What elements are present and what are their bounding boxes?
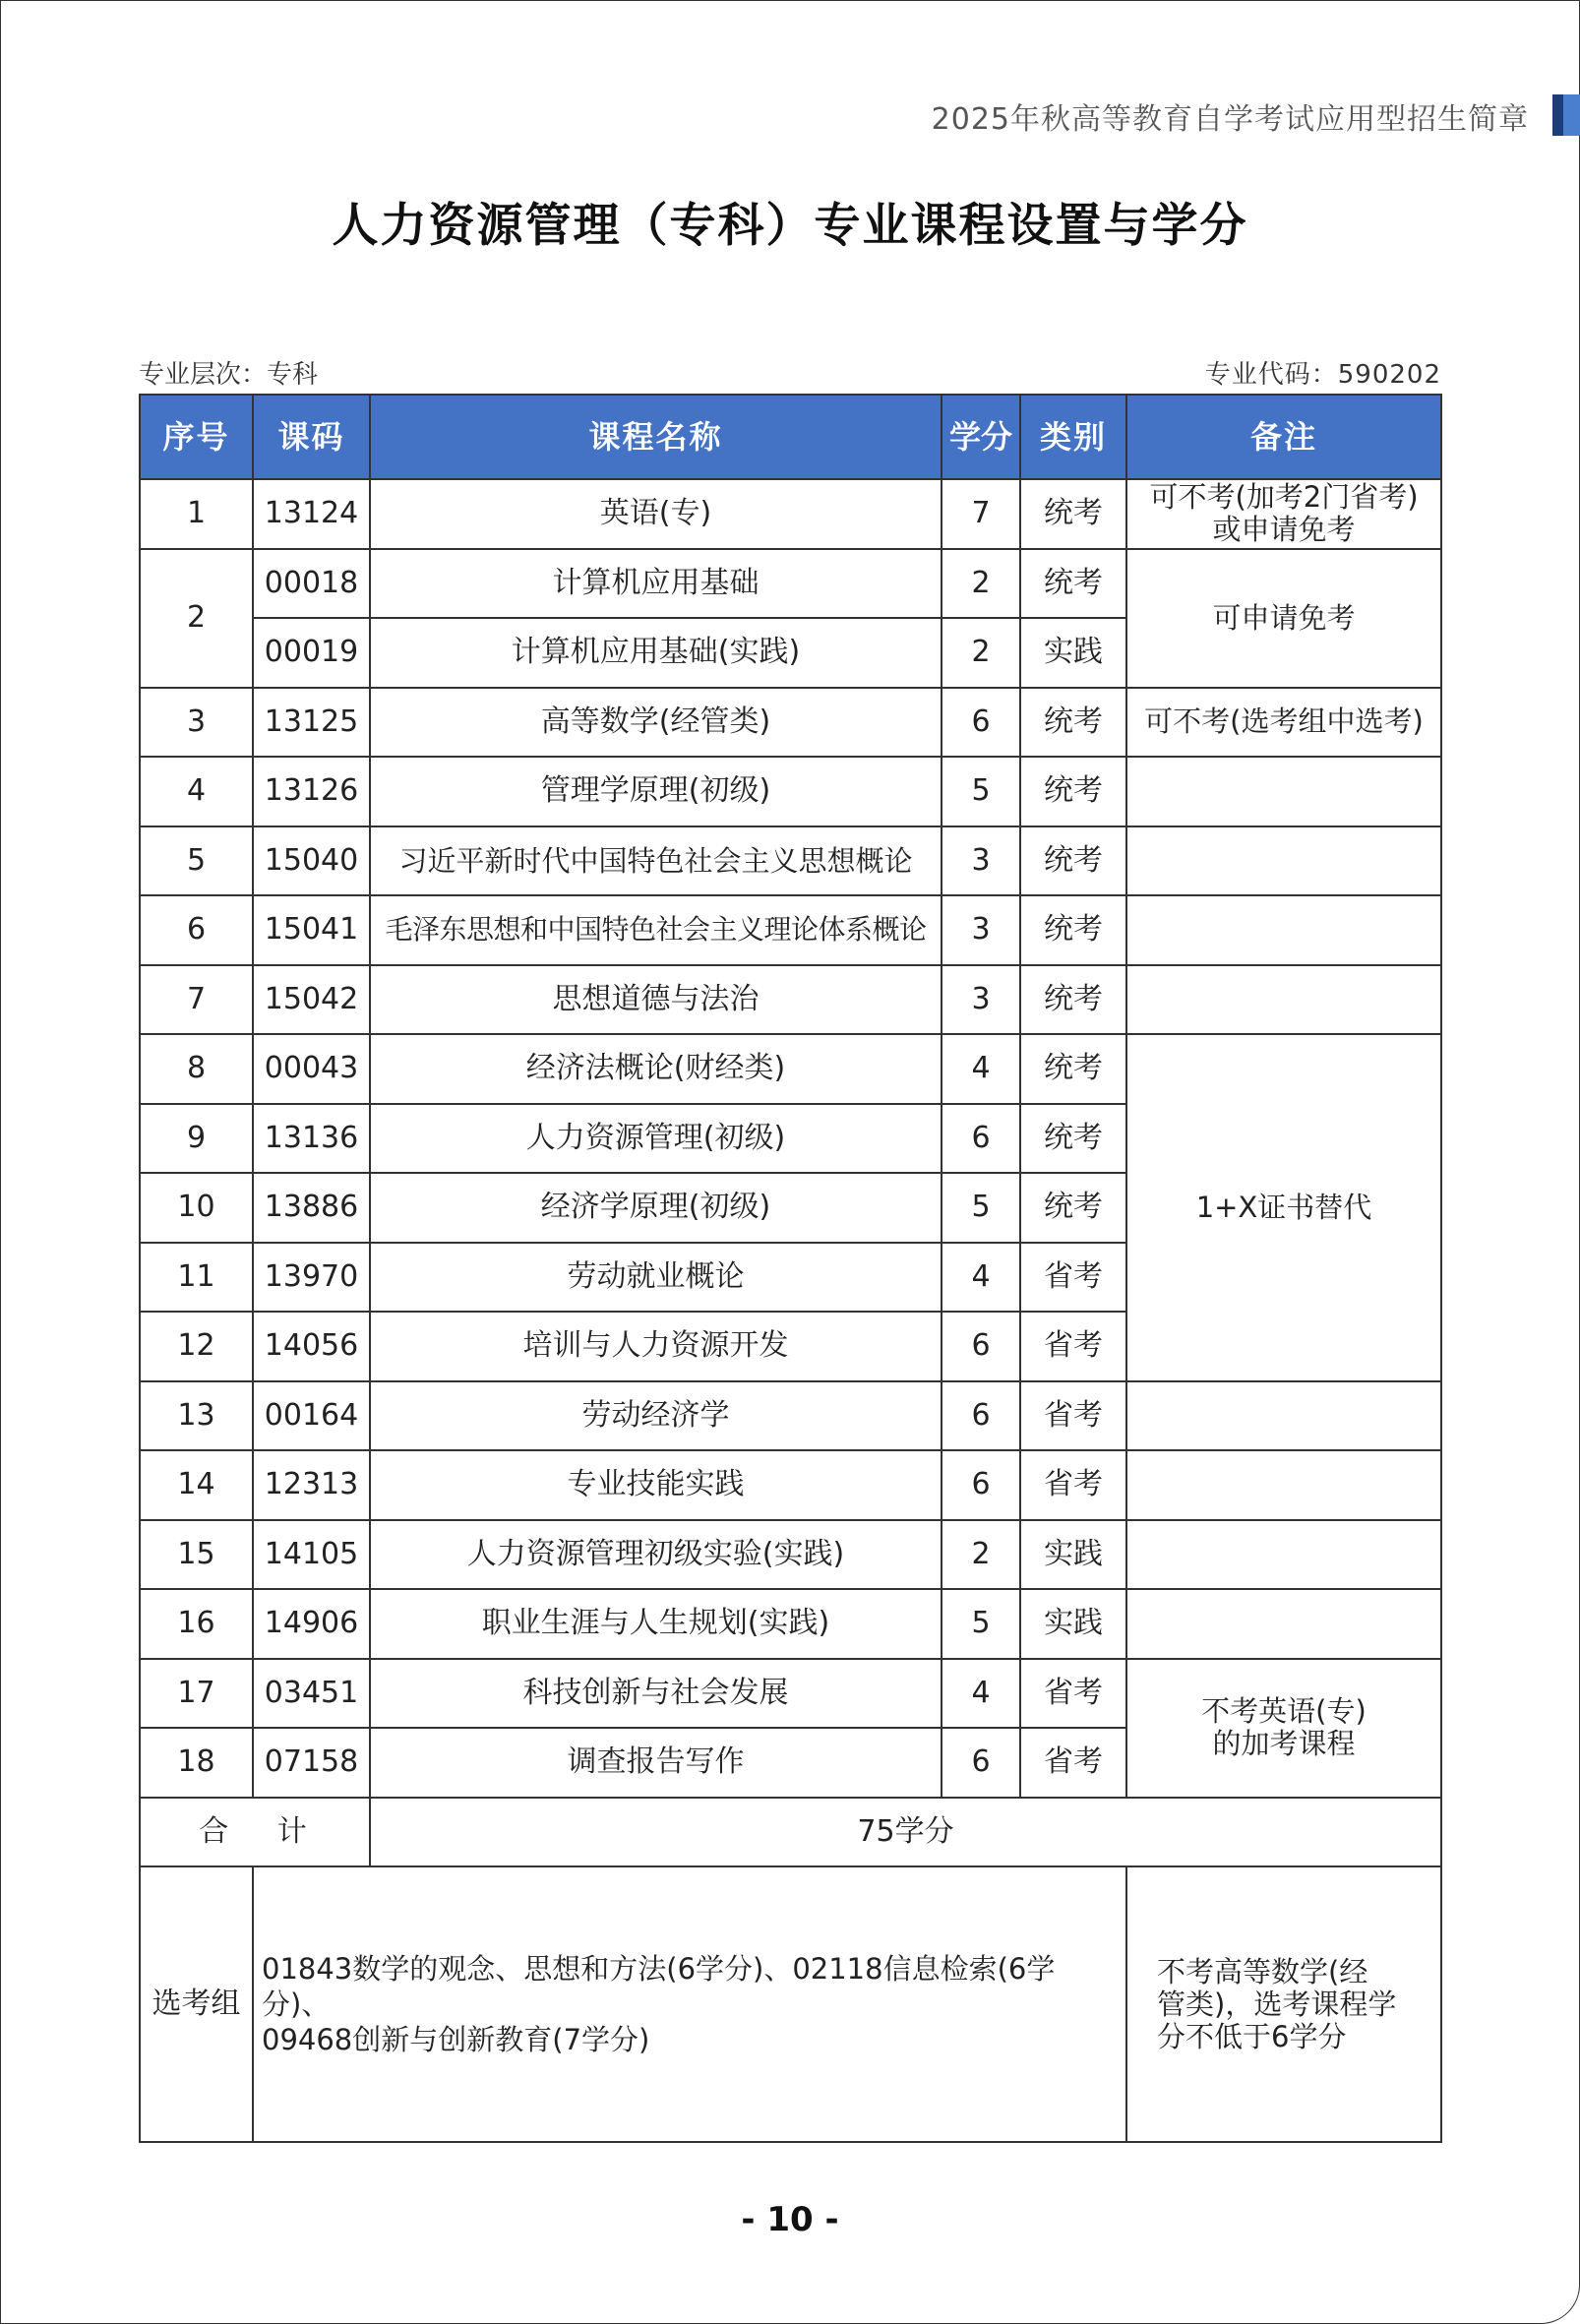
row-no: 16 — [140, 1589, 253, 1659]
row-type: 省考 — [1020, 1728, 1126, 1798]
header-credit: 学分 — [942, 395, 1020, 479]
row-credit: 3 — [942, 965, 1020, 1035]
row-no: 6 — [140, 895, 253, 965]
row-name: 毛泽东思想和中国特色社会主义理论体系概论 — [370, 895, 942, 965]
row-name: 培训与人力资源开发 — [370, 1312, 942, 1381]
row-name: 英语(专) — [370, 479, 942, 549]
table-row — [140, 1381, 1441, 1451]
row-remark — [1126, 965, 1441, 1035]
row-remark — [1126, 895, 1441, 965]
row-credit: 4 — [942, 1243, 1020, 1313]
row-no: 13 — [140, 1381, 253, 1451]
row-type: 统考 — [1020, 826, 1126, 896]
row-code: 13124 — [253, 479, 370, 549]
row-type: 统考 — [1020, 965, 1126, 1035]
row-code: 00043 — [253, 1034, 370, 1104]
row-no: 3 — [140, 688, 253, 758]
row-remark: 可不考(加考2门省考) 或申请免考 — [1126, 479, 1441, 549]
row-credit: 6 — [942, 1381, 1020, 1451]
row-code: 00018 — [253, 549, 370, 619]
row-code: 12313 — [253, 1450, 370, 1520]
row-code: 07158 — [253, 1728, 370, 1798]
row-type: 统考 — [1020, 549, 1126, 619]
row-name: 管理学原理(初级) — [370, 757, 942, 826]
table-row — [140, 826, 1441, 896]
row-type: 省考 — [1020, 1243, 1126, 1313]
row-code: 03451 — [253, 1659, 370, 1729]
row-remark — [1126, 1450, 1441, 1520]
row-code: 13970 — [253, 1243, 370, 1313]
row-type: 统考 — [1020, 688, 1126, 758]
row-type: 省考 — [1020, 1312, 1126, 1381]
major-level: 专业层次：专科 — [139, 360, 319, 390]
header-accent-bar-dark — [1552, 94, 1563, 136]
row-remark: 不考英语(专) 的加考课程 — [1126, 1659, 1441, 1798]
table-row — [140, 1659, 1441, 1729]
row-credit: 6 — [942, 1104, 1020, 1174]
row-code: 13886 — [253, 1173, 370, 1243]
row-type: 实践 — [1020, 618, 1126, 688]
row-type: 省考 — [1020, 1659, 1126, 1729]
brochure-header-title: 2025年秋高等教育自学考试应用型招生简章 — [931, 102, 1529, 137]
row-credit: 6 — [942, 688, 1020, 758]
row-no: 4 — [140, 757, 253, 826]
header-remark: 备注 — [1126, 395, 1441, 479]
row-credit: 3 — [942, 826, 1020, 896]
row-type: 实践 — [1020, 1520, 1126, 1590]
row-code: 13126 — [253, 757, 370, 826]
row-name: 高等数学(经管类) — [370, 688, 942, 758]
row-credit: 4 — [942, 1659, 1020, 1729]
row-type: 统考 — [1020, 895, 1126, 965]
row-remark — [1126, 757, 1441, 826]
row-code: 14906 — [253, 1589, 370, 1659]
row-credit: 7 — [942, 479, 1020, 549]
row-name: 职业生涯与人生规划(实践) — [370, 1589, 942, 1659]
table-row — [140, 479, 1441, 549]
table-row — [140, 549, 1441, 619]
row-name: 科技创新与社会发展 — [370, 1659, 942, 1729]
row-type: 统考 — [1020, 1173, 1126, 1243]
row-name: 人力资源管理(初级) — [370, 1104, 942, 1174]
header-name: 课程名称 — [370, 395, 942, 479]
row-name: 经济法概论(财经类) — [370, 1034, 942, 1104]
row-code: 00164 — [253, 1381, 370, 1451]
total-row — [140, 1798, 1441, 1867]
table-row — [140, 1520, 1441, 1590]
row-remark — [1126, 826, 1441, 896]
row-remark: 可不考(选考组中选考) — [1126, 688, 1441, 758]
row-name: 经济学原理(初级) — [370, 1173, 942, 1243]
row-credit: 6 — [942, 1312, 1020, 1381]
row-name: 专业技能实践 — [370, 1450, 942, 1520]
row-type: 省考 — [1020, 1381, 1126, 1451]
table-header-row — [140, 395, 1441, 479]
row-code: 14056 — [253, 1312, 370, 1381]
row-type: 统考 — [1020, 1034, 1126, 1104]
row-type: 统考 — [1020, 1104, 1126, 1174]
course-table — [139, 394, 1442, 2143]
row-code: 13136 — [253, 1104, 370, 1174]
row-no: 17 — [140, 1659, 253, 1729]
elective-label: 选考组 — [140, 1866, 253, 2142]
row-no: 10 — [140, 1173, 253, 1243]
row-credit: 5 — [942, 757, 1020, 826]
row-no: 2 — [140, 549, 253, 688]
elective-row — [140, 1866, 1441, 2142]
table-row — [140, 688, 1441, 758]
row-name: 人力资源管理初级实验(实践) — [370, 1520, 942, 1590]
row-code: 00019 — [253, 618, 370, 688]
header-code: 课码 — [253, 395, 370, 479]
page-title: 人力资源管理（专科）专业课程设置与学分 — [332, 199, 1248, 253]
total-label: 合 计 — [140, 1798, 370, 1867]
row-credit: 5 — [942, 1173, 1020, 1243]
row-name: 劳动经济学 — [370, 1381, 942, 1451]
row-remark: 可申请免考 — [1126, 549, 1441, 688]
row-credit: 4 — [942, 1034, 1020, 1104]
row-code: 14105 — [253, 1520, 370, 1590]
row-credit: 2 — [942, 618, 1020, 688]
row-type: 统考 — [1020, 479, 1126, 549]
row-name: 劳动就业概论 — [370, 1243, 942, 1313]
row-credit: 2 — [942, 549, 1020, 619]
row-no: 15 — [140, 1520, 253, 1590]
row-remark — [1126, 1520, 1441, 1590]
row-code: 15042 — [253, 965, 370, 1035]
row-credit: 2 — [942, 1520, 1020, 1590]
row-credit: 6 — [942, 1450, 1020, 1520]
row-no: 9 — [140, 1104, 253, 1174]
table-row — [140, 1589, 1441, 1659]
row-no: 1 — [140, 479, 253, 549]
row-name: 计算机应用基础(实践) — [370, 618, 942, 688]
row-credit: 5 — [942, 1589, 1020, 1659]
row-no: 5 — [140, 826, 253, 896]
table-row — [140, 1034, 1441, 1104]
row-no: 8 — [140, 1034, 253, 1104]
major-code: 专业代码：590202 — [1204, 360, 1441, 390]
elective-remark: 不考高等数学(经 管类)，选考课程学 分不低于6学分 — [1126, 1866, 1441, 2142]
row-no: 11 — [140, 1243, 253, 1313]
row-credit: 6 — [942, 1728, 1020, 1798]
table-row — [140, 965, 1441, 1035]
row-no: 18 — [140, 1728, 253, 1798]
row-remark: 1+X证书替代 — [1126, 1034, 1441, 1381]
table-row — [140, 757, 1441, 826]
row-remark — [1126, 1381, 1441, 1451]
row-remark — [1126, 1589, 1441, 1659]
row-no: 7 — [140, 965, 253, 1035]
header-type: 类别 — [1020, 395, 1126, 479]
table-row — [140, 1450, 1441, 1520]
row-no: 14 — [140, 1450, 253, 1520]
row-name: 计算机应用基础 — [370, 549, 942, 619]
table-row — [140, 895, 1441, 965]
row-credit: 3 — [942, 895, 1020, 965]
page-number: - 10 - — [741, 2200, 839, 2239]
row-type: 实践 — [1020, 1589, 1126, 1659]
row-code: 15040 — [253, 826, 370, 896]
row-name: 思想道德与法治 — [370, 965, 942, 1035]
row-code: 13125 — [253, 688, 370, 758]
row-type: 统考 — [1020, 757, 1126, 826]
row-type: 省考 — [1020, 1450, 1126, 1520]
elective-courses: 01843数学的观念、思想和方法(6学分)、02118信息检索(6学分)、 09468创新与创新教育(7学分) — [253, 1866, 1126, 2142]
header-no: 序号 — [140, 395, 253, 479]
row-code: 15041 — [253, 895, 370, 965]
row-name: 调查报告写作 — [370, 1728, 942, 1798]
row-name: 习近平新时代中国特色社会主义思想概论 — [370, 826, 942, 896]
total-value: 75学分 — [370, 1798, 1441, 1867]
header-accent-bar-light — [1563, 94, 1580, 136]
row-no: 12 — [140, 1312, 253, 1381]
